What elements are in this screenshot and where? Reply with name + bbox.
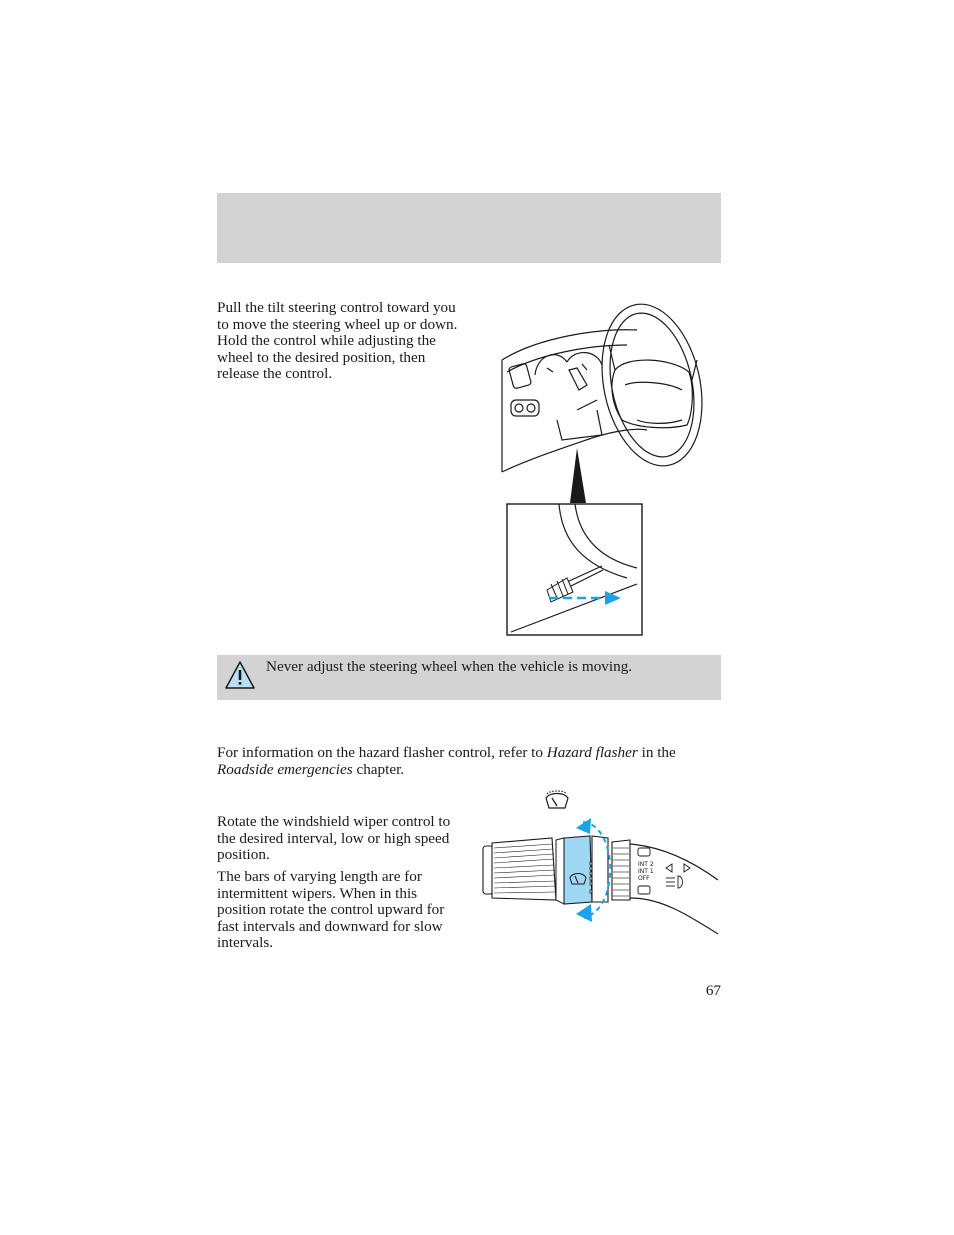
tilt-steering-illustration	[497, 300, 709, 640]
hazard-middle: in the	[637, 744, 676, 761]
wiper-paragraph-1: Rotate the windshield wiper control to the desired interval, low or high speed position.	[217, 813, 451, 864]
warning-box	[217, 655, 721, 700]
stalk-label-int2: INT 2	[638, 861, 654, 868]
roadside-emergencies-reference: Roadside emergencies	[217, 760, 353, 778]
warning-triangle-icon	[224, 660, 256, 690]
section-header-band	[217, 193, 721, 263]
tilt-steering-paragraph: Pull the tilt steering control toward you to move the steering wheel up or down. Hold the control while adjusting the wheel to the desired position, then release the control.	[217, 299, 458, 383]
page-number: 67	[705, 982, 721, 999]
warning-text: Never adjust the steering wheel when the vehicle is moving.	[266, 658, 633, 675]
hazard-flasher-reference: Hazard flasher	[546, 744, 638, 761]
wiper-paragraph-2: The bars of varying length are for intermittent wipers. When in this position rotate the control upward for fast intervals and downward for slow intervals.	[217, 868, 445, 952]
stalk-label-int1: INT 1	[638, 868, 654, 875]
hazard-paragraph	[217, 745, 723, 778]
hazard-suffix: chapter.	[352, 760, 405, 778]
stalk-label-off: OFF	[638, 875, 650, 882]
wiper-control-illustration	[480, 788, 720, 938]
wiper-symbol-icon	[546, 791, 568, 808]
hazard-prefix: For information on the hazard flasher control, refer to	[217, 744, 547, 761]
